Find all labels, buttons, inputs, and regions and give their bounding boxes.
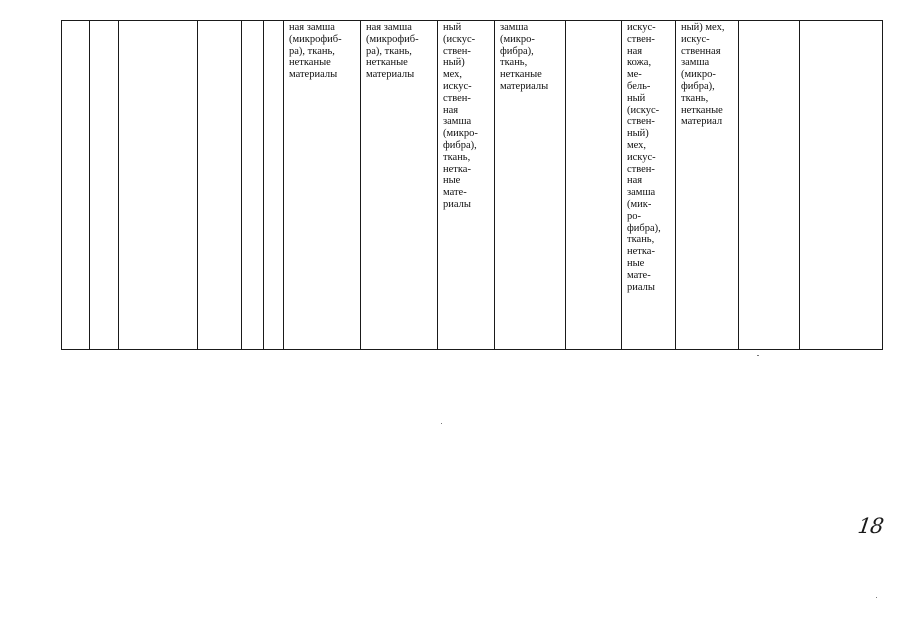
table-cell-3 <box>119 21 198 350</box>
table-cell-12: искус- ствен- ная кожа, ме- бель- ный (искус- ствен- ный) мех, искус- ствен- ная замша (мик- ро- фибра), ткань, нетка- ные мате- риалы <box>622 21 676 350</box>
table-cell-15 <box>800 21 883 350</box>
table-cell-8: ная замша (микрофиб- ра), ткань, нетканые материалы <box>361 21 438 350</box>
table-cell-4 <box>198 21 242 350</box>
scan-speck <box>757 355 759 356</box>
table-cell-13: ный) мех, искус- ственная замша (микро- фибра), ткань, нетканые материал <box>676 21 739 350</box>
scan-speck <box>441 423 442 424</box>
table-cell-6 <box>264 21 284 350</box>
table-cell-9: ный (искус- ствен- ный) мех, искус- ствен- ная замша (микро- фибра), ткань, нетка- ные мате- риалы <box>438 21 495 350</box>
table-cell-10: замша (микро- фибра), ткань, нетканые материалы <box>495 21 566 350</box>
table-cell-14 <box>739 21 800 350</box>
table-cell-7: ная замша (микрофиб- ра), ткань, нетканые материалы <box>284 21 361 350</box>
scan-speck <box>876 597 877 598</box>
page-number: 18 <box>856 514 885 538</box>
materials-table <box>61 20 883 350</box>
table-row <box>62 21 883 350</box>
table-cell-2 <box>90 21 119 350</box>
table-cell-11 <box>566 21 622 350</box>
table-cell-1 <box>62 21 90 350</box>
table-cell-5 <box>242 21 264 350</box>
